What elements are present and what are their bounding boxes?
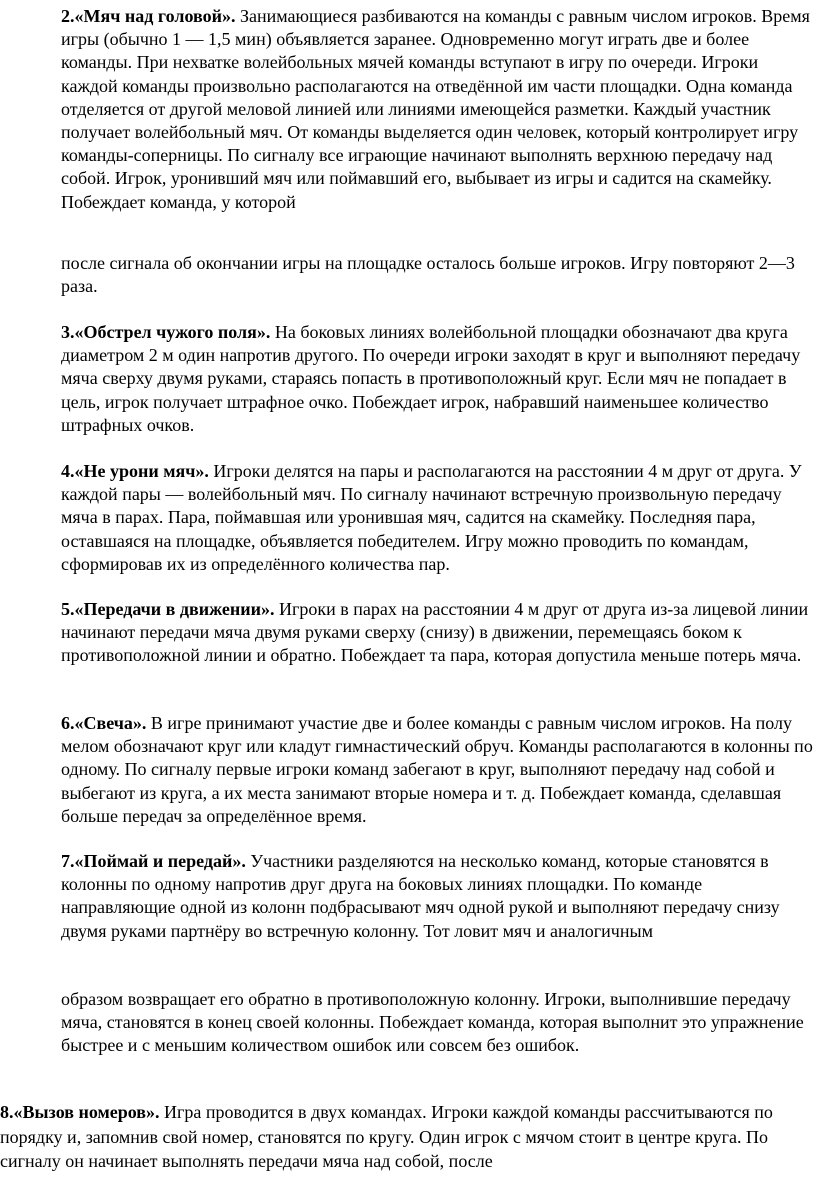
paragraph-heading: 2.«Мяч над головой».: [61, 6, 236, 26]
paragraph-text: образом возвращает его обратно в противоположную колонну. Игроки, выполнившие передачу мяча, становятся в конец своей колонны. Побеждает команда, которая выполнит это упражнение быстрее и с меньшим количеством ошибок или совсем без ошибок.: [61, 989, 804, 1056]
paragraph-game-2-continued: [61, 252, 813, 298]
paragraph-text: Игра проводится в двух командах. Игроки каждой команды рассчитываются по порядку и, запомнив свой номер, становятся по кругу. Один игрок с мячом стоит в центре круга. По сигналу он начинает выполнять передачи мяча над собой, после: [0, 1102, 773, 1171]
paragraph-text: Игроки в парах на расстоянии 4 м друг от друга из-за лицевой линии начинают передачи мяча двумя руками сверху (снизу) в движении, перемещаясь боком к противоположной линии и обратно. Побеждает та пара, которая допустила меньше потерь мяча.: [61, 599, 809, 666]
paragraph-heading: 6.«Свеча».: [61, 713, 147, 733]
paragraph-text: после сигнала об окончании игры на площадке осталось больше игроков. Игру повторяют 2—3 раза.: [61, 253, 795, 297]
paragraph-text: Участники разделяются на несколько команд, которые становятся в колонны по одному напротив друг друга на боковых линиях площадки. По команде направляющие одной из колонн подбрасывают мяч одной рукой и выполняют передачу снизу двумя руками партнёру во встречную колонну. Тот ловит мяч и аналогичным: [61, 851, 780, 941]
paragraph-text: Занимающиеся разбиваются на команды с равным числом игроков. Время игры (обычно 1 — 1,5 мин) объявляется заранее. Одновременно могут играть две и более команды. При нехватке волейбольных мячей команды вступают в игру по очереди. Игроки каждой команды произвольно располагаются на отведённой им части площадки. Одна команда отделяется от другой меловой линией или линиями имеющейся разметки. Каждый участник получает волейбольный мяч. От команды выделяется один человек, который контролирует игру команды-соперницы. По сигналу все играющие начинают выполнять верхнюю передачу над собой. Игрок, уронивший мяч или поймавший его, выбывает из игры и садится на скамейку. Побеждает команда, у которой: [61, 6, 810, 212]
paragraph-game-6: [61, 712, 813, 828]
paragraph-heading: 4.«Не урони мяч».: [61, 461, 209, 481]
paragraph-game-3: [61, 321, 813, 437]
paragraph-game-2: [61, 5, 813, 214]
paragraph-heading: 7.«Поймай и передай».: [61, 851, 246, 871]
paragraph-heading: 8.«Вызов номеров».: [0, 1102, 160, 1122]
paragraph-text: В игре принимают участие две и более команды с равным числом игроков. На полу мелом обозначают круг или кладут гимнастический обруч. Команды располагаются в колонны по одному. По сигналу первые игроки команд забегают в круг, выполняют передачу над собой и выбегают из круга, а их места занимают вторые номера и т. д. Побеждает команда, сделавшая больше передач за определённое время.: [61, 713, 813, 826]
paragraph-game-7: [61, 850, 813, 943]
paragraph-game-8: [0, 1100, 816, 1174]
paragraph-heading: 3.«Обстрел чужого поля».: [61, 322, 271, 342]
paragraph-text: Игроки делятся на пары и располагаются на расстоянии 4 м друг от друга. У каждой пары — волейбольный мяч. По сигналу начинают встречную произвольную передачу мяча в парах. Пара, поймавшая или уронившая мяч, садится на скамейку. Последняя пара, оставшаяся на площадке, объявляется победителем. Игру можно проводить по командам, сформировав их из определённого количества пар.: [61, 461, 802, 574]
paragraph-text: На боковых линиях волейбольной площадки обозначают два круга диаметром 2 м один напротив другого. По очереди игроки заходят в круг и выполняют передачу мяча сверху двумя руками, стараясь попасть в противоположный круг. Если мяч не попадает в цель, игрок получает штрафное очко. Побеждает игрок, набравший наименьшее количество штрафных очков.: [61, 322, 801, 435]
paragraph-game-7-continued: [61, 988, 813, 1058]
paragraph-heading: 5.«Передачи в движении».: [61, 599, 275, 619]
paragraph-game-5: [61, 598, 813, 668]
paragraph-game-4: [61, 460, 813, 576]
